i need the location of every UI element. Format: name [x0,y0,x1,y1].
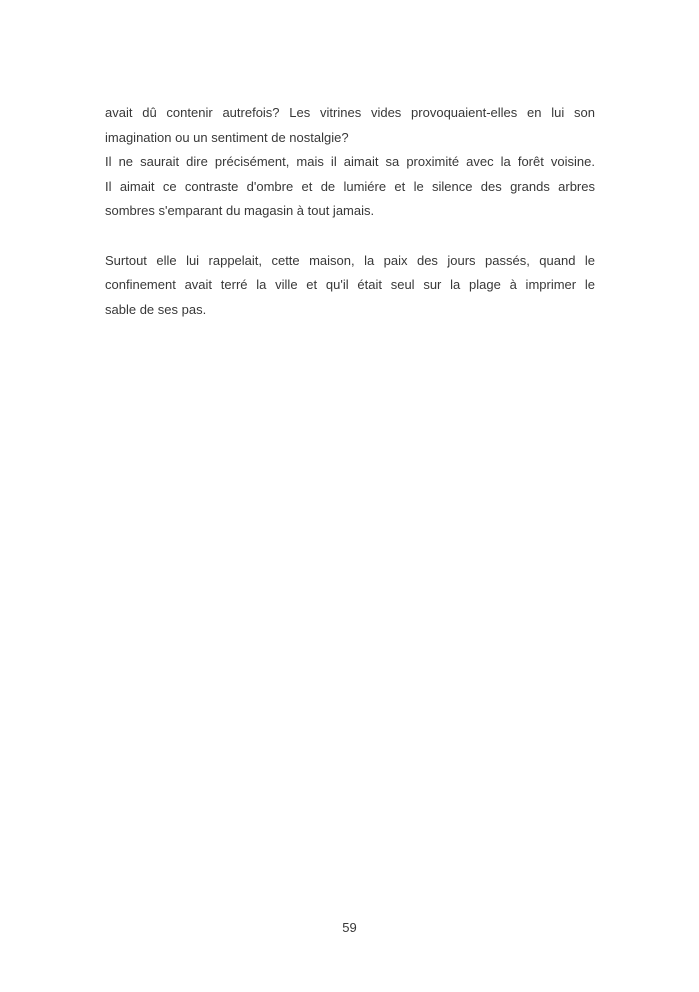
paragraph [105,150,595,224]
paragraph [105,101,595,150]
text-line: confinement avait terré la ville et qu'il était seul sur la plage à imprimer le [105,277,595,293]
body-text [105,101,595,322]
text-line: Surtout elle lui rappelait, cette maison, la paix des jours passés, quand le [105,252,595,268]
text-line: Il aimait ce contraste d'ombre et de lumiére et le silence des grands arbres [105,178,595,194]
text-line: avait dû contenir autrefois? Les vitrines vides provoquaient-elles en lui son [105,105,595,120]
text-line: Il ne saurait dire précisément, mais il aimait sa proximité avec la forêt voisine. [105,154,595,170]
text-line: imagination ou un sentiment de nostalgie? [105,129,349,145]
paragraph [105,249,595,323]
page-number: 59 [342,920,357,935]
text-line: sombres s'emparant du magasin à tout jamais. [105,203,375,219]
text-line: sable de ses pas. [105,301,207,317]
